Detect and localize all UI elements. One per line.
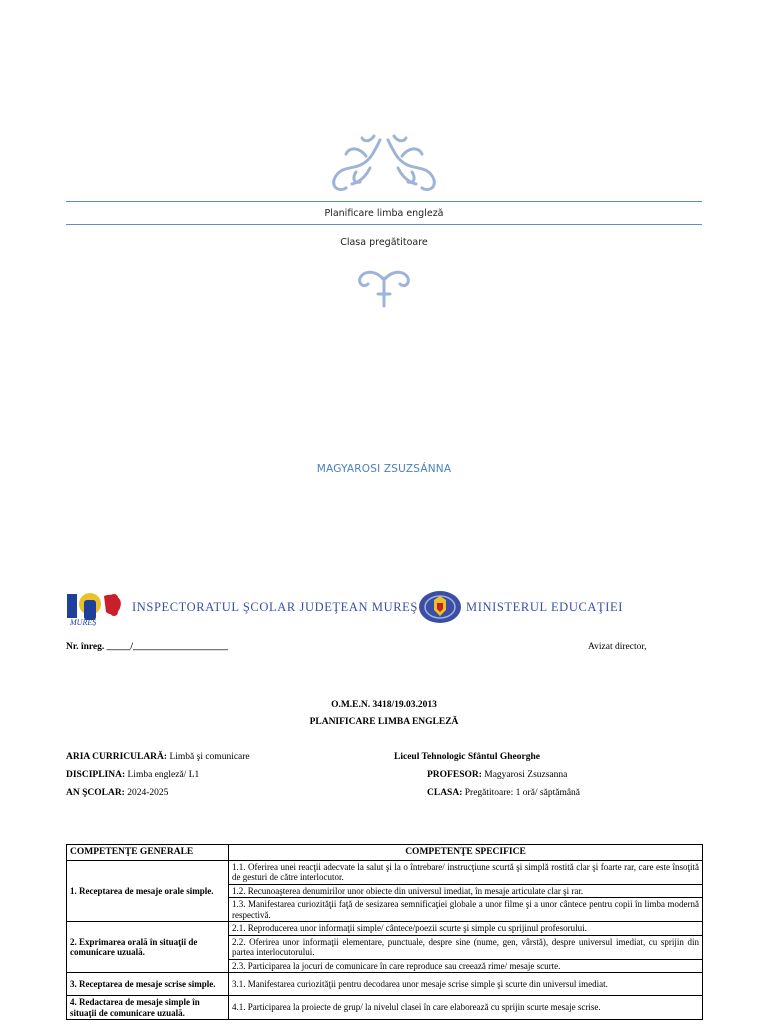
curricular-area (66, 752, 250, 762)
discipline-value: Limba engleză/ L1 (125, 770, 200, 780)
cover-title: Planificare limba engleză (324, 208, 444, 219)
isj-mures-logo-icon (66, 590, 128, 626)
header-specific: COMPETENŢE SPECIFICE (229, 845, 703, 861)
curricular-area-label: ARIA CURRICULARĂ: (66, 752, 168, 762)
table-header-row (67, 845, 703, 861)
curricular-area-value: Limbă şi comunicare (167, 752, 250, 762)
isj-logo-label: MUREŞ (70, 618, 97, 626)
author-name: MAGYAROSI ZSUZSÁNNA (316, 463, 452, 475)
teacher (427, 770, 567, 780)
isj-mures-text: INSPECTORATUL ŞCOLAR JUDEŢEAN MUREŞ (132, 600, 418, 614)
table-row (67, 922, 703, 936)
specific-competence: 4.1. Participarea la proiecte de grup/ la nivelul clasei în care elaborează cu sprijin scurte mesaje scrise. (229, 996, 703, 1020)
school-year (66, 788, 168, 798)
teacher-value: Magyarosi Zsuzsanna (481, 770, 568, 780)
general-competence: 2. Exprimarea orală în situaţii de comunicare uzuală. (67, 922, 229, 973)
school-name: Liceul Tehnologic Sfântul Gheorghe (394, 752, 540, 762)
table-row (67, 860, 703, 884)
floral-ornament-top (330, 132, 438, 194)
class-label: CLASA: (427, 788, 463, 798)
divider-line-bottom (66, 224, 702, 225)
cover-subtitle: Clasa pregătitoare (340, 237, 428, 248)
specific-competence: 3.1. Manifestarea curiozităţii pentru decodarea unor mesaje scrise simple şi scurte din universul imediat. (229, 973, 703, 996)
specific-competence: 2.2. Oferirea unor informaţii elementare, punctuale, despre sine (nume, gen, vârstă), despre universul imediat, cu sprijin din partea interlocutorului. (229, 935, 703, 959)
class-info (427, 788, 580, 798)
general-competence: 1. Receptarea de mesaje orale simple. (67, 860, 229, 922)
class-value: Pregătitoare: 1 oră/ săptămână (462, 788, 581, 798)
specific-competence: 1.3. Manifestarea curiozităţii faţă de sesizarea semnificaţiei globale a unor filme şi a unor cântece pentru copii în limba modernă respectivă. (229, 898, 703, 922)
table-row (67, 996, 703, 1020)
discipline-label: DISCIPLINA: (66, 770, 126, 780)
director-approval: Avizat director, (588, 642, 647, 652)
specific-competence: 1.2. Recunoaşterea denumirilor unor obiecte din universul imediat, în mesaje articulate clar şi rar. (229, 884, 703, 898)
divider-line-top (66, 201, 702, 202)
order-reference: O.M.E.N. 3418/19.03.2013 (331, 700, 437, 710)
general-competence: 3. Receptarea de mesaje scrise simple. (67, 973, 229, 996)
logo-band (66, 588, 666, 628)
document-title: PLANIFICARE LIMBA ENGLEZĂ (309, 717, 459, 727)
teacher-label: PROFESOR: (427, 770, 482, 780)
specific-competence: 2.3. Participarea la jocuri de comunicare în care reproduce sau creează rime/ mesaje scurte. (229, 959, 703, 973)
school-year-label: AN ŞCOLAR: (66, 788, 125, 798)
table-row (67, 973, 703, 996)
competences-table (66, 844, 703, 1020)
school-year-value: 2024-2025 (124, 788, 169, 798)
ministry-text: MINISTERUL EDUCAŢIEI (466, 600, 624, 614)
specific-competence: 1.1. Oferirea unei reacţii adecvate la salut şi la o întrebare/ instrucţiune scurtă şi simplă rostită clar şi foarte rar, care este însoţită de gesturi de către interlocutor. (229, 860, 703, 884)
general-competence: 4. Redactarea de mesaje simple în situaţii de comunicare uzuală. (67, 996, 229, 1020)
specific-competence: 2.1. Reproducerea unor informaţii simple/ cântece/poezii scurte şi simple cu sprijinul profesorului. (229, 922, 703, 936)
header-general: COMPETENŢE GENERALE (67, 845, 229, 861)
registration-number: Nr. înreg. _____/____________________ (66, 642, 229, 652)
floral-ornament-bottom (354, 266, 414, 308)
discipline (66, 770, 199, 780)
ministry-crest-icon (418, 590, 462, 624)
